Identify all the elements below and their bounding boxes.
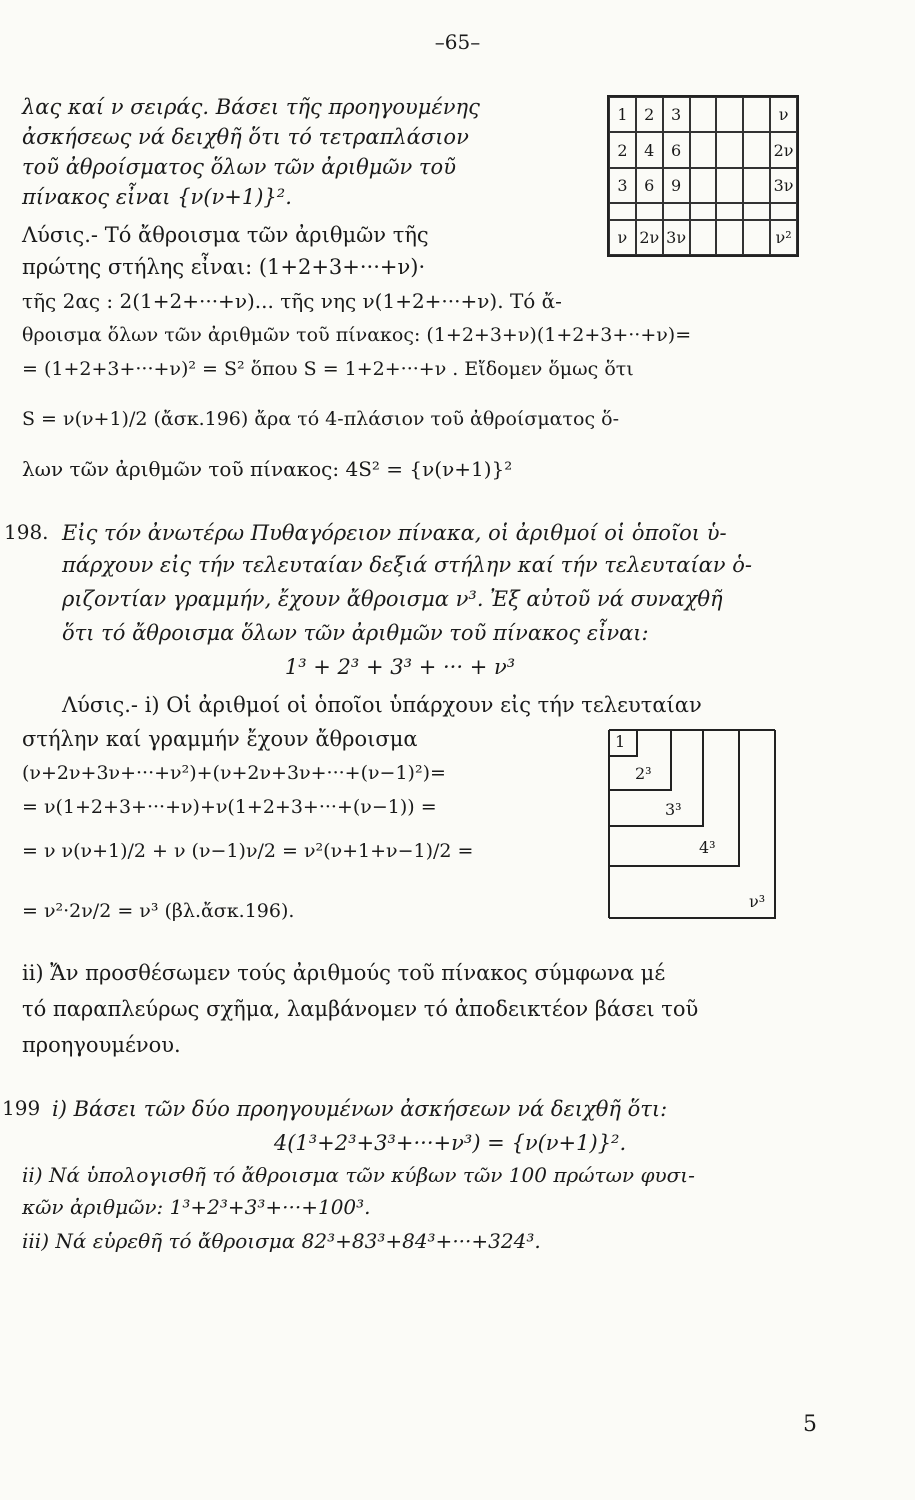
p197-line-2: ἀσκήσεως νά δειχθῆ ὅτι τό τετραπλάσιον [22,125,469,149]
gnomon-label-3: 3³ [665,800,682,819]
p198-line-9: = ν(1+2+3+···+ν)+ν(1+2+3+···+(ν−1)) = [22,796,437,818]
p198-line-13: τό παραπλεύρως σχῆμα, λαμβάνομεν τό ἀποδεικτέον βάσει τοῦ [22,997,699,1021]
problem-198-number: 198. [4,520,49,544]
table-cell [716,132,743,167]
table-cell: 3ν [663,220,690,255]
gnomon-lines [599,720,827,928]
pythagorean-table [607,95,799,257]
table-cell: 3 [609,168,636,203]
table-cell [716,203,743,219]
p198-line-2: πάρχουν εἰς τήν τελευταίαν δεξιά στήλην καί τήν τελευταίαν ὁ- [62,553,752,577]
p198-line-10: = ν ν(ν+1)/2 + ν (ν−1)ν/2 = ν²(ν+1+ν−1)/2 = [22,840,474,862]
p197-line-8: θροισμα ὅλων τῶν ἀριθμῶν τοῦ πίνακος: (1+2+3+ν)(1+2+3+··+ν)= [22,324,692,346]
p199-line-1: i) Βάσει τῶν δύο προηγουμένων ἀσκήσεων νά δειχθῆ ὅτι: [52,1097,668,1121]
table-cell: 1 [609,97,636,132]
table-cell [716,97,743,132]
table-cell [743,220,770,255]
table-cell: ν [609,220,636,255]
gnomon-figure [599,720,827,928]
gnomon-shell-4 [609,730,739,866]
table-cell: ν [770,97,797,132]
table-cell [690,203,717,219]
table-cell: ν² [770,220,797,255]
p197-line-5: Λύσις.- Τό ἄθροισμα τῶν ἀριθμῶν τῆς [22,223,429,247]
table-cell: 4 [636,132,663,167]
table-cell: 6 [663,132,690,167]
table-cell: 6 [636,168,663,203]
table-cell [663,203,690,219]
p198-line-3: ριζοντίαν γραμμήν, ἔχουν ἄθροισμα ν³. Ἐξ αὐτοῦ νά συναχθῆ [62,587,723,611]
page-number: –65– [434,30,481,54]
p197-line-3: τοῦ ἀθροίσματος ὅλων τῶν ἀριθμῶν τοῦ [22,155,456,179]
p198-sum-cubes: 1³ + 2³ + 3³ + ··· + ν³ [284,655,516,679]
p197-line-7: τῆς 2ας : 2(1+2+···+ν)... τῆς νης ν(1+2+···+ν). Τό ἄ- [22,289,562,313]
p198-line-8: (ν+2ν+3ν+···+ν²)+(ν+2ν+3ν+···+(ν−1)²)= [22,762,446,784]
p197-line-10: S = ν(ν+1)/2 (ἄσκ.196) ἄρα τό 4-πλάσιον τοῦ ἀθροίσματος ὅ- [22,408,620,430]
table-cell [716,168,743,203]
footer-number: 5 [803,1412,817,1437]
gnomon-label-4: 4³ [699,838,716,857]
p197-line-1: λας καί ν σειράς. Βάσει τῆς προηγουμένης [22,95,480,119]
table-cell: 2ν [770,132,797,167]
table-cell [690,97,717,132]
p198-line-14: προηγουμένου. [22,1033,181,1057]
table-cell: 2 [609,132,636,167]
table-cell [743,203,770,219]
p198-line-11: = ν²·2ν/2 = ν³ (βλ.ἄσκ.196). [22,900,295,922]
p198-line-1: Εἰς τόν ἀνωτέρω Πυθαγόρειον πίνακα, οἱ ἀριθμοί οἱ ὁποῖοι ὑ- [62,521,727,545]
p197-line-4: πίνακος εἶναι {ν(ν+1)}². [22,185,292,209]
problem-199-number: 199 [2,1096,41,1120]
p198-line-6: Λύσις.- i) Οἱ ἀριθμοί οἱ ὁποῖοι ὑπάρχουν εἰς τήν τελευταίαν [62,693,702,717]
p199-line-4: κῶν ἀριθμῶν: 1³+2³+3³+···+100³. [22,1195,371,1219]
table-cell [690,220,717,255]
gnomon-label-1: 1 [615,732,626,751]
gnomon-label-n: ν³ [749,892,766,911]
p197-line-11: λων τῶν ἀριθμῶν τοῦ πίνακος: 4S² = {ν(ν+1)}² [22,457,513,481]
table-cell [743,97,770,132]
table-cell: 3ν [770,168,797,203]
table-cell: 2ν [636,220,663,255]
p197-line-6: πρώτης στήλης εἶναι: (1+2+3+···+ν)· [22,255,426,279]
p198-line-12: ii) Ἄν προσθέσωμεν τούς ἀριθμούς τοῦ πίνακος σύμφωνα μέ [22,961,666,985]
table-cell [609,203,636,219]
table-cell [690,132,717,167]
gnomon-shell-n [609,730,775,918]
p198-line-4: ὅτι τό ἄθροισμα ὅλων τῶν ἀριθμῶν τοῦ πίνακος εἶναι: [62,621,649,645]
table-cell [743,168,770,203]
p199-line-3: ii) Νά ὑπολογισθῆ τό ἄθροισμα τῶν κύβων τῶν 100 πρώτων φυσι- [22,1163,695,1187]
p198-line-7: στήλην καί γραμμήν ἔχουν ἄθροισμα [22,727,418,751]
p199-line-2: 4(1³+2³+3³+···+ν³) = {ν(ν+1)}². [273,1131,627,1155]
table-cell [743,132,770,167]
table-cell [716,220,743,255]
table-cell: 2 [636,97,663,132]
table-cell [636,203,663,219]
p197-line-9: = (1+2+3+···+ν)² = S² ὅπου S = 1+2+···+ν . Εἴδομεν ὅμως ὅτι [22,358,634,380]
table-cell: 3 [663,97,690,132]
p199-line-5: iii) Νά εὑρεθῆ τό ἄθροισμα 82³+83³+84³+···+324³. [22,1229,541,1253]
gnomon-label-2: 2³ [635,764,652,783]
table-cell [690,168,717,203]
table-cell: 9 [663,168,690,203]
table-cell [770,203,797,219]
